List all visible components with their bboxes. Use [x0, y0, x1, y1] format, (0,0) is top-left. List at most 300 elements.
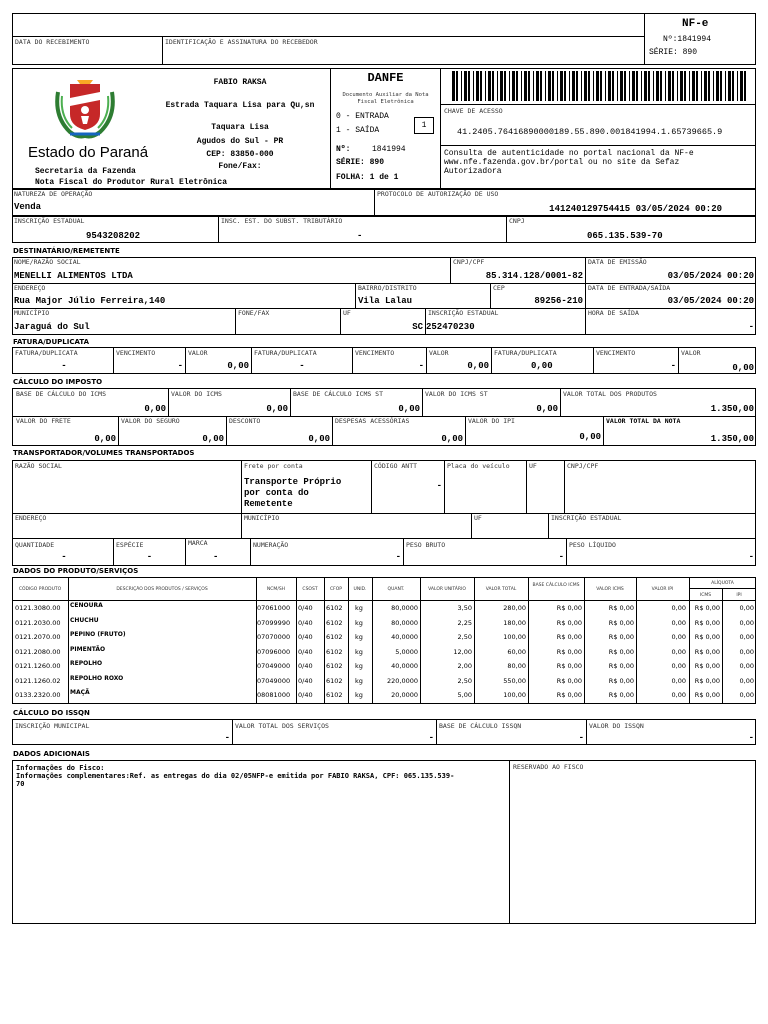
adicionais-compl-1: Informações complementares:Ref. as entregas do dia 02/05NFP-e emitida por FABIO RAKSA, CPF: 065.135.539-: [16, 772, 455, 780]
adicionais-compl-2: 70: [16, 780, 25, 788]
row-quant: 80,0000: [391, 604, 418, 612]
row-vicms: R$ 0,00: [608, 691, 634, 699]
th-unid: UNID.: [353, 587, 367, 592]
consulta-line-3: Autorizadora: [444, 167, 502, 176]
reservado-label: RESERVADO AO FISCO: [513, 763, 584, 771]
fatura-section: FATURA/DUPLICATA: [13, 338, 90, 346]
fatura-label-3: FATURA/DUPLICATA: [494, 349, 557, 357]
barcode-bar: [548, 71, 551, 101]
row-aliq-icms: R$ 0,00: [694, 604, 720, 612]
row-ncm: 07096000: [257, 647, 291, 656]
trans-municipio-label: MUNICÍPIO: [244, 514, 280, 522]
natureza-label: NATUREZA DE OPERAÇÃO: [14, 190, 93, 198]
row-vipi: 0,00: [671, 676, 686, 685]
row-aliq-icms: R$ 0,00: [694, 618, 720, 627]
barcode-bar: [629, 71, 630, 101]
trans-cnpj-label: CNPJ/CPF: [567, 462, 599, 470]
emitente-cep: CEP: 83850-000: [206, 150, 274, 159]
barcode-bar: [668, 71, 671, 101]
row-vunit: 2,50: [457, 633, 472, 641]
barcode-bar: [564, 71, 566, 101]
row-cfop: 6102: [326, 662, 343, 670]
emitente-nome: FABIO RAKSA: [213, 78, 267, 87]
row-vunit: 2,00: [457, 662, 472, 670]
trans-razao-label: RAZÃO SOCIAL: [15, 462, 62, 470]
barcode-bar: [560, 71, 563, 101]
barcode-bar: [608, 71, 611, 101]
barcode-bar: [701, 71, 702, 101]
cnpj-value: 065.135.539-70: [587, 231, 663, 241]
row-vtotal: 100,00: [503, 691, 526, 699]
iest-label: INSC. EST. DO SUBST. TRIBUTÁRIO: [221, 217, 343, 225]
issqn-im: -: [224, 733, 230, 743]
issqn-vserv: -: [428, 733, 434, 743]
trans-ie-label: INSCRIÇÃO ESTADUAL: [551, 514, 622, 522]
despesas-label: DESPESAS ACESSÓRIAS: [335, 417, 410, 425]
row-codigo: 0121.2070.00: [15, 633, 61, 641]
bc-st-label: BASE DE CÁLCULO ICMS ST: [293, 390, 384, 398]
row-cfop: 6102: [326, 633, 343, 641]
chave-label: CHAVE DE ACESSO: [444, 107, 503, 115]
row-vicms: R$ 0,00: [608, 662, 634, 670]
row-descricao: CHUCHU: [70, 616, 99, 624]
row-codigo: 0121.3080.00: [15, 604, 61, 612]
secretaria-text: Secretaria da Fazenda: [35, 167, 136, 176]
venc-label-3: VENCIMENTO: [596, 349, 636, 357]
trans-placa-label: Placa do veículo: [447, 462, 510, 470]
th-aliquota: ALÍQUOTA: [711, 581, 734, 586]
brasao-icon: [50, 72, 120, 142]
frete-value: 0,00: [94, 434, 116, 444]
danfe-folha: FOLHA: 1 de 1: [336, 173, 399, 182]
barcode-bar: [492, 71, 494, 101]
valor-label-3: VALOR: [681, 349, 701, 357]
nfe-label: NF-e: [682, 18, 709, 30]
row-quant: 20,0000: [391, 691, 418, 699]
barcode-bar: [737, 71, 738, 101]
venc-value-1: -: [177, 361, 183, 371]
row-vtotal: 60,00: [507, 647, 526, 656]
dest-cnpj: 85.314.128/0001-82: [485, 271, 583, 281]
barcode-bar: [557, 71, 558, 101]
dest-ie: 252470230: [426, 322, 475, 332]
row-bc: R$ 0,00: [556, 618, 582, 627]
row-vicms: R$ 0,00: [608, 633, 634, 641]
emitente-fone: Fone/Fax:: [218, 162, 262, 171]
barcode-bar: [660, 71, 662, 101]
ie-value: 9543208202: [86, 231, 141, 241]
th-codigo: CÓDIGO PRODUTO: [18, 587, 62, 592]
row-quant: 5,0000: [395, 647, 418, 656]
barcode-bar: [708, 71, 710, 101]
dest-uf: SC: [412, 322, 423, 332]
venc-label-1: VENCIMENTO: [116, 349, 156, 357]
barcode-bar: [588, 71, 590, 101]
row-ncm: 08081000: [257, 691, 291, 699]
th-vicms: VALOR ICMS: [596, 587, 624, 592]
dest-endereco-label: ENDEREÇO: [14, 284, 46, 292]
row-aliq-icms: R$ 0,00: [694, 633, 720, 641]
row-codigo: 0133.2320.00: [15, 691, 61, 699]
row-vunit: 2,50: [457, 676, 472, 685]
row-bc: R$ 0,00: [556, 604, 582, 612]
ipi-value: 0,00: [579, 432, 601, 442]
barcode-bar: [485, 71, 486, 101]
row-vunit: 3,50: [457, 604, 472, 612]
valor-value-3: 0,00: [732, 363, 754, 373]
barcode-bar: [732, 71, 734, 101]
row-codigo: 0121.2080.00: [15, 647, 61, 656]
barcode-bar: [677, 71, 678, 101]
barcode-bar: [656, 71, 659, 101]
barcode-icon: [452, 71, 752, 101]
row-csost: 0/40: [298, 618, 313, 627]
row-vipi: 0,00: [671, 691, 686, 699]
barcode-bar: [528, 71, 530, 101]
ie-label: INSCRIÇÃO ESTADUAL: [14, 217, 85, 225]
th-cfop: CFOP: [330, 587, 342, 592]
row-unid: kg: [355, 618, 363, 627]
trans-especie-label: ESPÉCIE: [116, 541, 144, 549]
row-aliq-ipi: 0,00: [739, 676, 754, 685]
issqn-section: CÁLCULO DO ISSQN: [13, 709, 90, 717]
trans-frete-line-2: por conta do: [244, 488, 309, 498]
icms-st-label: VALOR DO ICMS ST: [425, 390, 488, 398]
row-vicms: R$ 0,00: [608, 676, 634, 685]
protocolo-label: PROTOCOLO DE AUTORIZAÇÃO DE USO: [377, 190, 499, 198]
bc-icms-value: 0,00: [144, 404, 166, 414]
total-nota-value: 1.350,00: [710, 434, 754, 444]
bc-st-value: 0,00: [398, 404, 420, 414]
trans-marca-label: MARCA: [188, 539, 208, 547]
emitente-endereco: Estrada Taquara Lisa para Qu,sn: [165, 101, 315, 110]
issqn-valor: -: [748, 733, 754, 743]
barcode-bar: [509, 71, 510, 101]
issqn-bc: -: [578, 733, 584, 743]
row-unid: kg: [355, 633, 363, 641]
valor-label-2: VALOR: [429, 349, 449, 357]
transportador-section: TRANSPORTADOR/VOLUMES TRANSPORTADOS: [13, 449, 195, 457]
danfe-title: DANFE: [367, 71, 404, 85]
row-aliq-ipi: 0,00: [739, 691, 754, 699]
identificacao-label: IDENTIFICAÇÃO E ASSINATURA DO RECEBEDOR: [165, 38, 318, 46]
row-quant: 220,0000: [386, 676, 418, 685]
row-aliq-ipi: 0,00: [739, 604, 754, 612]
fatura-value-1: -: [61, 361, 67, 371]
issqn-vserv-label: VALOR TOTAL DOS SERVIÇOS: [235, 722, 329, 730]
dest-ie-label: INSCRIÇÃO ESTADUAL: [428, 309, 499, 317]
trans-marca: -: [213, 552, 219, 562]
row-bc: R$ 0,00: [556, 691, 582, 699]
barcode-bar: [704, 71, 707, 101]
row-descricao: REPOLHO ROXO: [70, 674, 124, 682]
row-aliq-ipi: 0,00: [739, 633, 754, 641]
row-unid: kg: [355, 662, 363, 670]
icms-label: VALOR DO ICMS: [171, 390, 222, 398]
trans-bruto: -: [558, 552, 564, 562]
row-codigo: 0121.2030.00: [15, 618, 61, 627]
danfe-numero: 1841994: [372, 145, 406, 154]
th-vipi: VALOR IPI: [651, 587, 674, 592]
venc-value-2: -: [418, 361, 424, 371]
barcode-bar: [653, 71, 654, 101]
estado-logo-text: Estado do Paraná: [28, 144, 149, 161]
danfe-serie: SÉRIE: 890: [336, 158, 385, 167]
protocolo-value: 141240129754415 03/05/2024 00:20: [549, 204, 722, 214]
row-aliq-icms: R$ 0,00: [694, 647, 720, 656]
danfe-numero-label: Nº:: [336, 145, 351, 154]
desconto-label: DESCONTO: [229, 417, 261, 425]
trans-antt: -: [436, 481, 442, 491]
barcode-bar: [665, 71, 666, 101]
row-quant: 40,0000: [391, 662, 418, 670]
adicionais-fisco: Informações do Fisco:: [16, 764, 105, 772]
barcode-bar: [696, 71, 698, 101]
trans-bruto-label: PESO BRUTO: [406, 541, 446, 549]
barcode-bar: [473, 71, 474, 101]
row-ncm: 07070000: [257, 633, 291, 641]
fatura-value-3: 0,00: [531, 361, 553, 371]
dest-nome: MENELLI ALIMENTOS LTDA: [14, 271, 133, 281]
barcode-bar: [540, 71, 542, 101]
emitente-cidade: Agudos do Sul - PR: [196, 137, 284, 146]
dest-municipio-label: MUNICÍPIO: [14, 309, 50, 317]
danfe-entrada: 0 - ENTRADA: [336, 112, 389, 121]
row-vipi: 0,00: [671, 647, 686, 656]
issqn-im-label: INSCRIÇÃO MUNICIPAL: [15, 722, 90, 730]
th-ncm: NCM/SH: [266, 587, 286, 592]
row-descricao: PEPINO (FRUTO): [70, 631, 126, 638]
row-aliq-ipi: 0,00: [739, 662, 754, 670]
dest-hora-label: HORA DE SAÍDA: [588, 309, 639, 317]
row-vunit: 12,00: [453, 647, 472, 656]
barcode-bar: [461, 71, 462, 101]
barcode-bar: [456, 71, 458, 101]
barcode-bar: [713, 71, 714, 101]
barcode-bar: [581, 71, 582, 101]
barcode-bar: [488, 71, 491, 101]
th-quant: QUANT.: [387, 587, 405, 592]
imposto-section: CÁLCULO DO IMPOSTO: [13, 378, 103, 386]
barcode-bar: [596, 71, 599, 101]
despesas-value: 0,00: [441, 434, 463, 444]
barcode-bar: [744, 71, 746, 101]
barcode-bar: [720, 71, 722, 101]
trans-qtd-label: QUANTIDADE: [15, 541, 55, 549]
destinatario-section: DESTINATÁRIO/REMETENTE: [13, 247, 120, 255]
barcode-bar: [569, 71, 570, 101]
trans-endereco-label: ENDEREÇO: [15, 514, 47, 522]
row-cfop: 6102: [326, 691, 343, 699]
row-cfop: 6102: [326, 676, 343, 685]
barcode-bar: [500, 71, 503, 101]
barcode-bar: [545, 71, 546, 101]
row-vipi: 0,00: [671, 633, 686, 641]
th-vtotal: VALOR TOTAL: [485, 587, 517, 592]
th-bc: BASE CÁLCULO ICMS: [532, 583, 580, 588]
barcode-bar: [689, 71, 690, 101]
barcode-bar: [648, 71, 650, 101]
row-bc: R$ 0,00: [556, 662, 582, 670]
barcode-bar: [533, 71, 534, 101]
row-csost: 0/40: [298, 691, 313, 699]
row-descricao: CENOURA: [70, 602, 103, 609]
row-vtotal: 180,00: [503, 618, 526, 627]
th-csost: CSOST: [302, 587, 318, 592]
row-cfop: 6102: [326, 618, 343, 627]
total-prod-label: VALOR TOTAL DOS PRODUTOS: [563, 390, 657, 398]
barcode-bar: [624, 71, 626, 101]
trans-uf2-label: UF: [474, 514, 482, 522]
row-vunit: 2,25: [457, 618, 472, 627]
row-csost: 0/40: [298, 604, 313, 612]
barcode-bar: [497, 71, 498, 101]
row-bc: R$ 0,00: [556, 676, 582, 685]
valor-label-1: VALOR: [188, 349, 208, 357]
dest-uf-label: UF: [343, 309, 351, 317]
barcode-bar: [600, 71, 602, 101]
row-vtotal: 80,00: [507, 662, 526, 670]
trans-numeracao-label: NUMERAÇÃO: [253, 541, 289, 549]
trans-frete-line-1: Transporte Próprio: [244, 477, 342, 487]
seguro-value: 0,00: [202, 434, 224, 444]
barcode-bar: [641, 71, 642, 101]
barcode-bar: [452, 71, 455, 101]
row-quant: 40,0000: [391, 633, 418, 641]
dest-bairro: Vila Lalau: [358, 296, 413, 306]
natureza-value: Venda: [14, 202, 42, 212]
row-unid: kg: [355, 676, 363, 685]
adicionais-section: DADOS ADICIONAIS: [13, 750, 90, 758]
barcode-bar: [680, 71, 683, 101]
danfe-subtitle-2: Fiscal Eletrônica: [357, 99, 414, 105]
trans-numeracao: -: [395, 552, 401, 562]
th-vunit: VALOR UNITÁRIO: [428, 587, 466, 592]
row-codigo: 0121.1260.02: [15, 676, 61, 685]
barcode-bar: [536, 71, 539, 101]
barcode-bar: [593, 71, 594, 101]
barcode-bar: [636, 71, 638, 101]
row-ncm: 07061000: [257, 604, 291, 612]
adicionais-box: [12, 760, 756, 924]
valor-value-1: 0,00: [227, 361, 249, 371]
dest-bairro-label: BAIRRO/DISTRITO: [358, 284, 417, 292]
dest-entrada-label: DATA DE ENTRADA/SAÍDA: [588, 284, 671, 292]
trans-qtd: -: [61, 552, 67, 562]
emitente-bairro: Taquara Lisa: [211, 123, 269, 132]
row-descricao: PIMENTÃO: [70, 645, 106, 653]
barcode-bar: [524, 71, 527, 101]
row-aliq-ipi: 0,00: [739, 647, 754, 656]
bc-icms-label: BASE DE CÁLCULO DO ICMS: [16, 390, 107, 398]
th-aliq-ipi: IPI: [736, 593, 742, 598]
row-bc: R$ 0,00: [556, 633, 582, 641]
trans-frete-line-3: Remetente: [244, 499, 293, 509]
recebimento-label: DATA DO RECEBIMENTO: [15, 38, 90, 46]
dest-cep: 89256-210: [534, 296, 583, 306]
row-vipi: 0,00: [671, 618, 686, 627]
frete-label: VALOR DO FRETE: [16, 417, 71, 425]
fatura-label-1: FATURA/DUPLICATA: [15, 349, 78, 357]
fatura-label-2: FATURA/DUPLICATA: [254, 349, 317, 357]
canhoto-numero: Nº:1841994: [663, 35, 712, 44]
danfe-tipo: 1: [421, 121, 427, 130]
barcode-bar: [617, 71, 618, 101]
dest-endereco: Rua Major Júlio Ferreira,140: [14, 296, 166, 306]
total-prod-value: 1.350,00: [710, 404, 754, 414]
trans-especie: -: [146, 552, 153, 562]
ipi-label: VALOR DO IPI: [468, 417, 515, 425]
row-vtotal: 550,00: [503, 676, 526, 685]
produtos-section: DADOS DO PRODUTO/SERVIÇOS: [13, 567, 139, 575]
barcode-bar: [504, 71, 506, 101]
barcode-bar: [584, 71, 587, 101]
row-csost: 0/40: [298, 647, 313, 656]
barcode-bar: [684, 71, 686, 101]
iest-value: -: [357, 231, 363, 241]
danfe-subtitle-1: Documento Auxiliar da Nota: [342, 92, 429, 98]
dest-cep-label: CEP: [493, 284, 505, 292]
dest-nome-label: NOME/RAZÃO SOCIAL: [14, 258, 81, 266]
desconto-value: 0,00: [308, 434, 330, 444]
dest-municipio: Jaraguá do Sul: [14, 322, 90, 332]
barcode-bar: [576, 71, 578, 101]
row-vtotal: 280,00: [503, 604, 526, 612]
consulta-line-2: www.nfe.fazenda.gov.br/portal ou no site da Sefaz: [444, 158, 680, 167]
consulta-line-1: Consulta de autenticidade no portal nacional da NF-e: [444, 149, 694, 158]
row-codigo: 0121.1260.00: [15, 662, 61, 670]
icms-value: 0,00: [266, 404, 288, 414]
cnpj-label: CNPJ: [509, 217, 525, 225]
row-vipi: 0,00: [671, 662, 686, 670]
barcode-bar: [632, 71, 635, 101]
row-unid: kg: [355, 604, 363, 612]
row-vicms: R$ 0,00: [608, 618, 634, 627]
trans-frete-label: Frete por conta: [244, 462, 303, 470]
th-aliq-icms: ICMS: [699, 593, 712, 598]
issqn-valor-label: VALOR DO ISSQN: [589, 722, 644, 730]
row-csost: 0/40: [298, 633, 313, 641]
row-descricao: REPOLHO: [70, 660, 103, 667]
row-csost: 0/40: [298, 662, 313, 670]
th-descricao: DESCRIÇÃO DOS PRODUTOS / SERVIÇOS: [116, 587, 208, 592]
barcode-bar: [552, 71, 554, 101]
dest-hora: -: [748, 322, 754, 332]
barcode-bar: [521, 71, 522, 101]
row-unid: kg: [355, 691, 363, 699]
canhoto-serie: SÉRIE: 890: [649, 48, 698, 57]
danfe-saida: 1 - SAÍDA: [336, 126, 380, 135]
row-vunit: 5,00: [457, 691, 472, 699]
barcode-bar: [480, 71, 482, 101]
trans-uf-label: UF: [529, 462, 537, 470]
row-ncm: 07049000: [257, 676, 291, 685]
barcode-bar: [605, 71, 606, 101]
row-aliq-icms: R$ 0,00: [694, 691, 720, 699]
trans-antt-label: CÓDIGO ANTT: [374, 462, 418, 470]
barcode-bar: [728, 71, 731, 101]
row-vicms: R$ 0,00: [608, 647, 634, 656]
barcode-bar: [572, 71, 575, 101]
barcode-bar: [516, 71, 518, 101]
barcode-bar: [512, 71, 515, 101]
icms-st-value: 0,00: [536, 404, 558, 414]
nota-produtor-text: Nota Fiscal do Produtor Rural Eletrônica: [35, 178, 228, 187]
barcode-bar: [464, 71, 467, 101]
barcode-bar: [612, 71, 614, 101]
row-bc: R$ 0,00: [556, 647, 582, 656]
row-cfop: 6102: [326, 604, 343, 612]
